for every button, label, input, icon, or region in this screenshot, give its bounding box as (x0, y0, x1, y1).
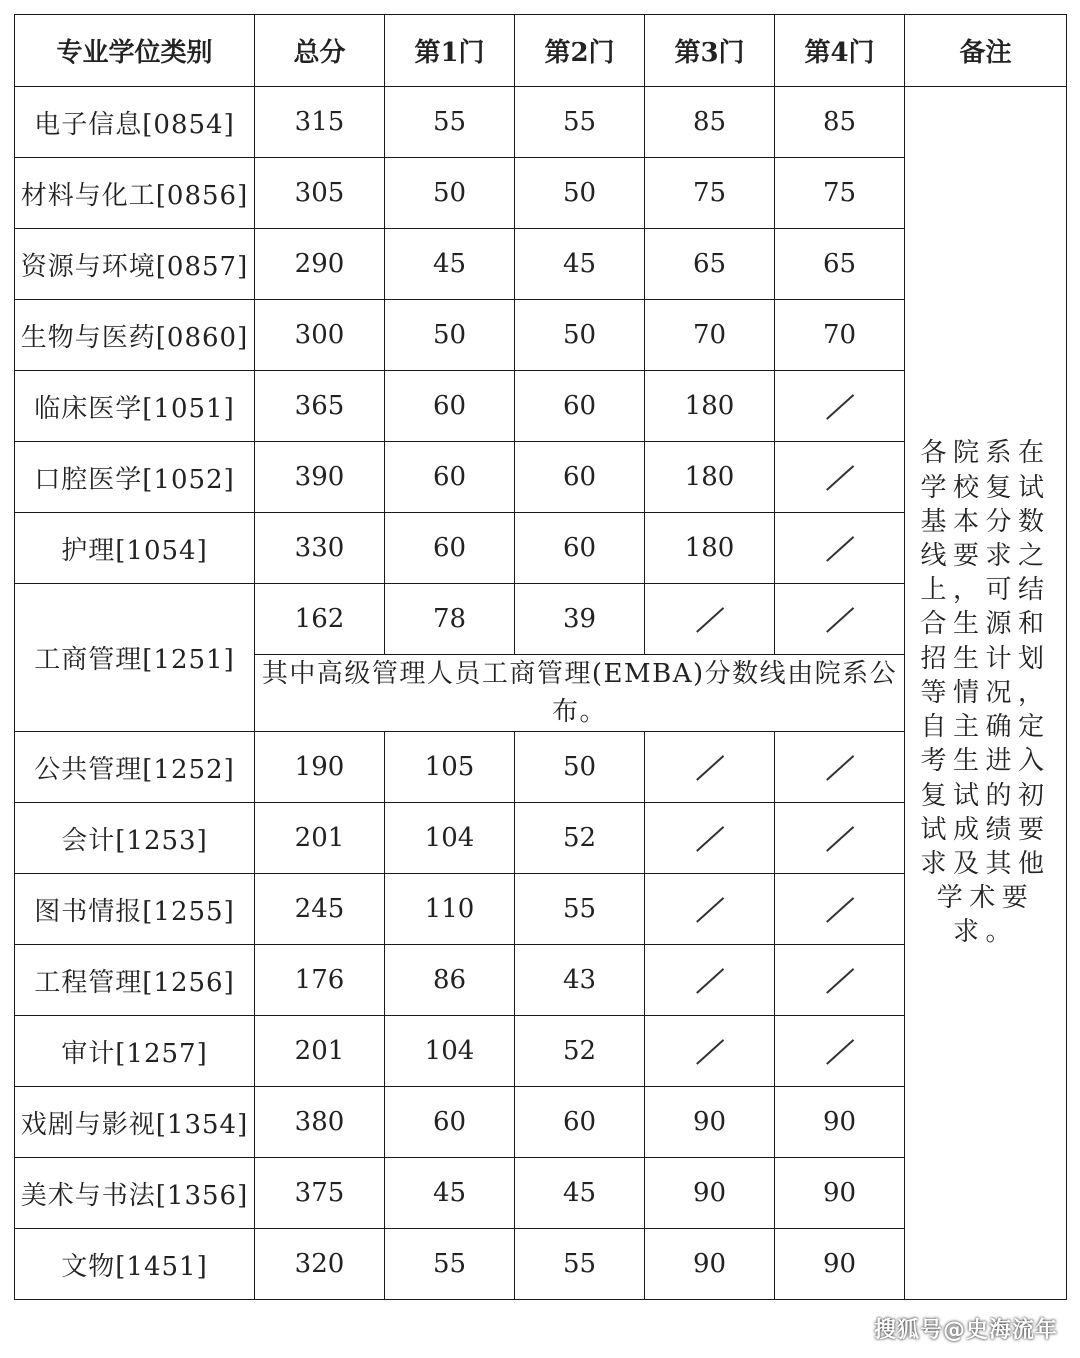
subject-1-cell: 55 (385, 87, 515, 158)
subject-3-cell: 90 (645, 1158, 775, 1229)
category-cell: 材料与化工[0856] (15, 158, 255, 229)
not-applicable-slash (825, 824, 855, 854)
score-table (14, 14, 1067, 1300)
total-cell: 315 (255, 87, 385, 158)
header-subject-1: 第1门 (385, 15, 515, 87)
not-applicable-slash (695, 605, 725, 635)
total-cell: 390 (255, 442, 385, 513)
subject-3-cell: 65 (645, 229, 775, 300)
not-applicable-slash (695, 1037, 725, 1067)
subject-1-cell: 104 (385, 803, 515, 874)
category-cell: 美术与书法[1356] (15, 1158, 255, 1229)
not-applicable-slash (825, 1037, 855, 1067)
subject-4-cell: 85 (775, 87, 905, 158)
subject-3-cell: 90 (645, 1087, 775, 1158)
category-cell: 文物[1451] (15, 1229, 255, 1300)
subject-4-cell (775, 874, 905, 945)
subject-1-cell: 60 (385, 371, 515, 442)
watermark: 搜狐号@史海流年 (873, 1318, 1058, 1343)
not-applicable-slash (695, 895, 725, 925)
not-applicable-slash (695, 753, 725, 783)
category-cell: 电子信息[0854] (15, 87, 255, 158)
subject-3-cell: 85 (645, 87, 775, 158)
subject-1-cell: 45 (385, 1158, 515, 1229)
subject-3-cell (645, 584, 775, 655)
total-cell: 201 (255, 803, 385, 874)
subject-3-cell (645, 732, 775, 803)
header-row (15, 15, 1067, 87)
total-cell: 162 (255, 584, 385, 655)
subject-1-cell: 60 (385, 513, 515, 584)
subject-1-cell: 78 (385, 584, 515, 655)
category-cell: 临床医学[1051] (15, 371, 255, 442)
category-cell: 护理[1054] (15, 513, 255, 584)
subject-2-cell: 52 (515, 803, 645, 874)
subject-3-cell (645, 1016, 775, 1087)
subject-4-cell (775, 442, 905, 513)
subject-4-cell: 75 (775, 158, 905, 229)
subject-1-cell: 60 (385, 1087, 515, 1158)
subject-2-cell: 45 (515, 229, 645, 300)
subject-2-cell: 50 (515, 732, 645, 803)
subject-2-cell: 60 (515, 513, 645, 584)
total-cell: 320 (255, 1229, 385, 1300)
subject-4-cell: 90 (775, 1087, 905, 1158)
category-cell: 图书情报[1255] (15, 874, 255, 945)
subject-2-cell: 43 (515, 945, 645, 1016)
emba-note-cell: 其中高级管理人员工商管理(EMBA)分数线由院系公布。 (255, 655, 905, 732)
category-cell: 资源与环境[0857] (15, 229, 255, 300)
subject-3-cell: 90 (645, 1229, 775, 1300)
not-applicable-slash (695, 966, 725, 996)
subject-4-cell (775, 371, 905, 442)
subject-4-cell: 65 (775, 229, 905, 300)
subject-3-cell (645, 874, 775, 945)
total-cell: 305 (255, 158, 385, 229)
subject-1-cell: 50 (385, 158, 515, 229)
subject-4-cell (775, 584, 905, 655)
total-cell: 176 (255, 945, 385, 1016)
subject-4-cell (775, 803, 905, 874)
subject-4-cell (775, 732, 905, 803)
subject-2-cell: 45 (515, 1158, 645, 1229)
not-applicable-slash (825, 463, 855, 493)
subject-3-cell: 180 (645, 513, 775, 584)
not-applicable-slash (825, 534, 855, 564)
category-cell: 口腔医学[1052] (15, 442, 255, 513)
subject-4-cell (775, 513, 905, 584)
category-cell: 戏剧与影视[1354] (15, 1087, 255, 1158)
remark-cell: 各院系在学校复试基本分数线要求之上，可结合生源和招生计划等情况，自主确定考生进入复试的初试成绩要求及其他学术要求。 (905, 87, 1067, 1300)
subject-4-cell (775, 945, 905, 1016)
category-cell: 工商管理[1251] (15, 584, 255, 732)
subject-3-cell: 75 (645, 158, 775, 229)
header-subject-4: 第4门 (775, 15, 905, 87)
category-cell: 公共管理[1252] (15, 732, 255, 803)
subject-2-cell: 50 (515, 300, 645, 371)
subject-2-cell: 39 (515, 584, 645, 655)
not-applicable-slash (825, 966, 855, 996)
subject-4-cell (775, 1016, 905, 1087)
subject-3-cell (645, 945, 775, 1016)
header-total: 总分 (255, 15, 385, 87)
subject-3-cell (645, 803, 775, 874)
subject-1-cell: 50 (385, 300, 515, 371)
subject-2-cell: 55 (515, 87, 645, 158)
not-applicable-slash (695, 824, 725, 854)
total-cell: 290 (255, 229, 385, 300)
subject-1-cell: 45 (385, 229, 515, 300)
not-applicable-slash (825, 895, 855, 925)
subject-4-cell: 90 (775, 1158, 905, 1229)
subject-2-cell: 60 (515, 442, 645, 513)
subject-2-cell: 60 (515, 371, 645, 442)
header-subject-2: 第2门 (515, 15, 645, 87)
not-applicable-slash (825, 605, 855, 635)
category-cell: 工程管理[1256] (15, 945, 255, 1016)
total-cell: 300 (255, 300, 385, 371)
header-category: 专业学位类别 (15, 15, 255, 87)
subject-4-cell: 90 (775, 1229, 905, 1300)
total-cell: 201 (255, 1016, 385, 1087)
total-cell: 365 (255, 371, 385, 442)
subject-1-cell: 104 (385, 1016, 515, 1087)
not-applicable-slash (825, 753, 855, 783)
total-cell: 190 (255, 732, 385, 803)
category-cell: 生物与医药[0860] (15, 300, 255, 371)
subject-1-cell: 86 (385, 945, 515, 1016)
header-remark: 备注 (905, 15, 1067, 87)
total-cell: 375 (255, 1158, 385, 1229)
subject-1-cell: 60 (385, 442, 515, 513)
total-cell: 330 (255, 513, 385, 584)
subject-2-cell: 50 (515, 158, 645, 229)
subject-4-cell: 70 (775, 300, 905, 371)
not-applicable-slash (825, 392, 855, 422)
subject-1-cell: 55 (385, 1229, 515, 1300)
category-cell: 审计[1257] (15, 1016, 255, 1087)
subject-3-cell: 180 (645, 371, 775, 442)
total-cell: 245 (255, 874, 385, 945)
table-row (15, 87, 1067, 158)
header-subject-3: 第3门 (645, 15, 775, 87)
subject-2-cell: 52 (515, 1016, 645, 1087)
subject-2-cell: 55 (515, 874, 645, 945)
subject-3-cell: 70 (645, 300, 775, 371)
subject-1-cell: 110 (385, 874, 515, 945)
subject-1-cell: 105 (385, 732, 515, 803)
total-cell: 380 (255, 1087, 385, 1158)
category-cell: 会计[1253] (15, 803, 255, 874)
subject-2-cell: 55 (515, 1229, 645, 1300)
subject-2-cell: 60 (515, 1087, 645, 1158)
subject-3-cell: 180 (645, 442, 775, 513)
